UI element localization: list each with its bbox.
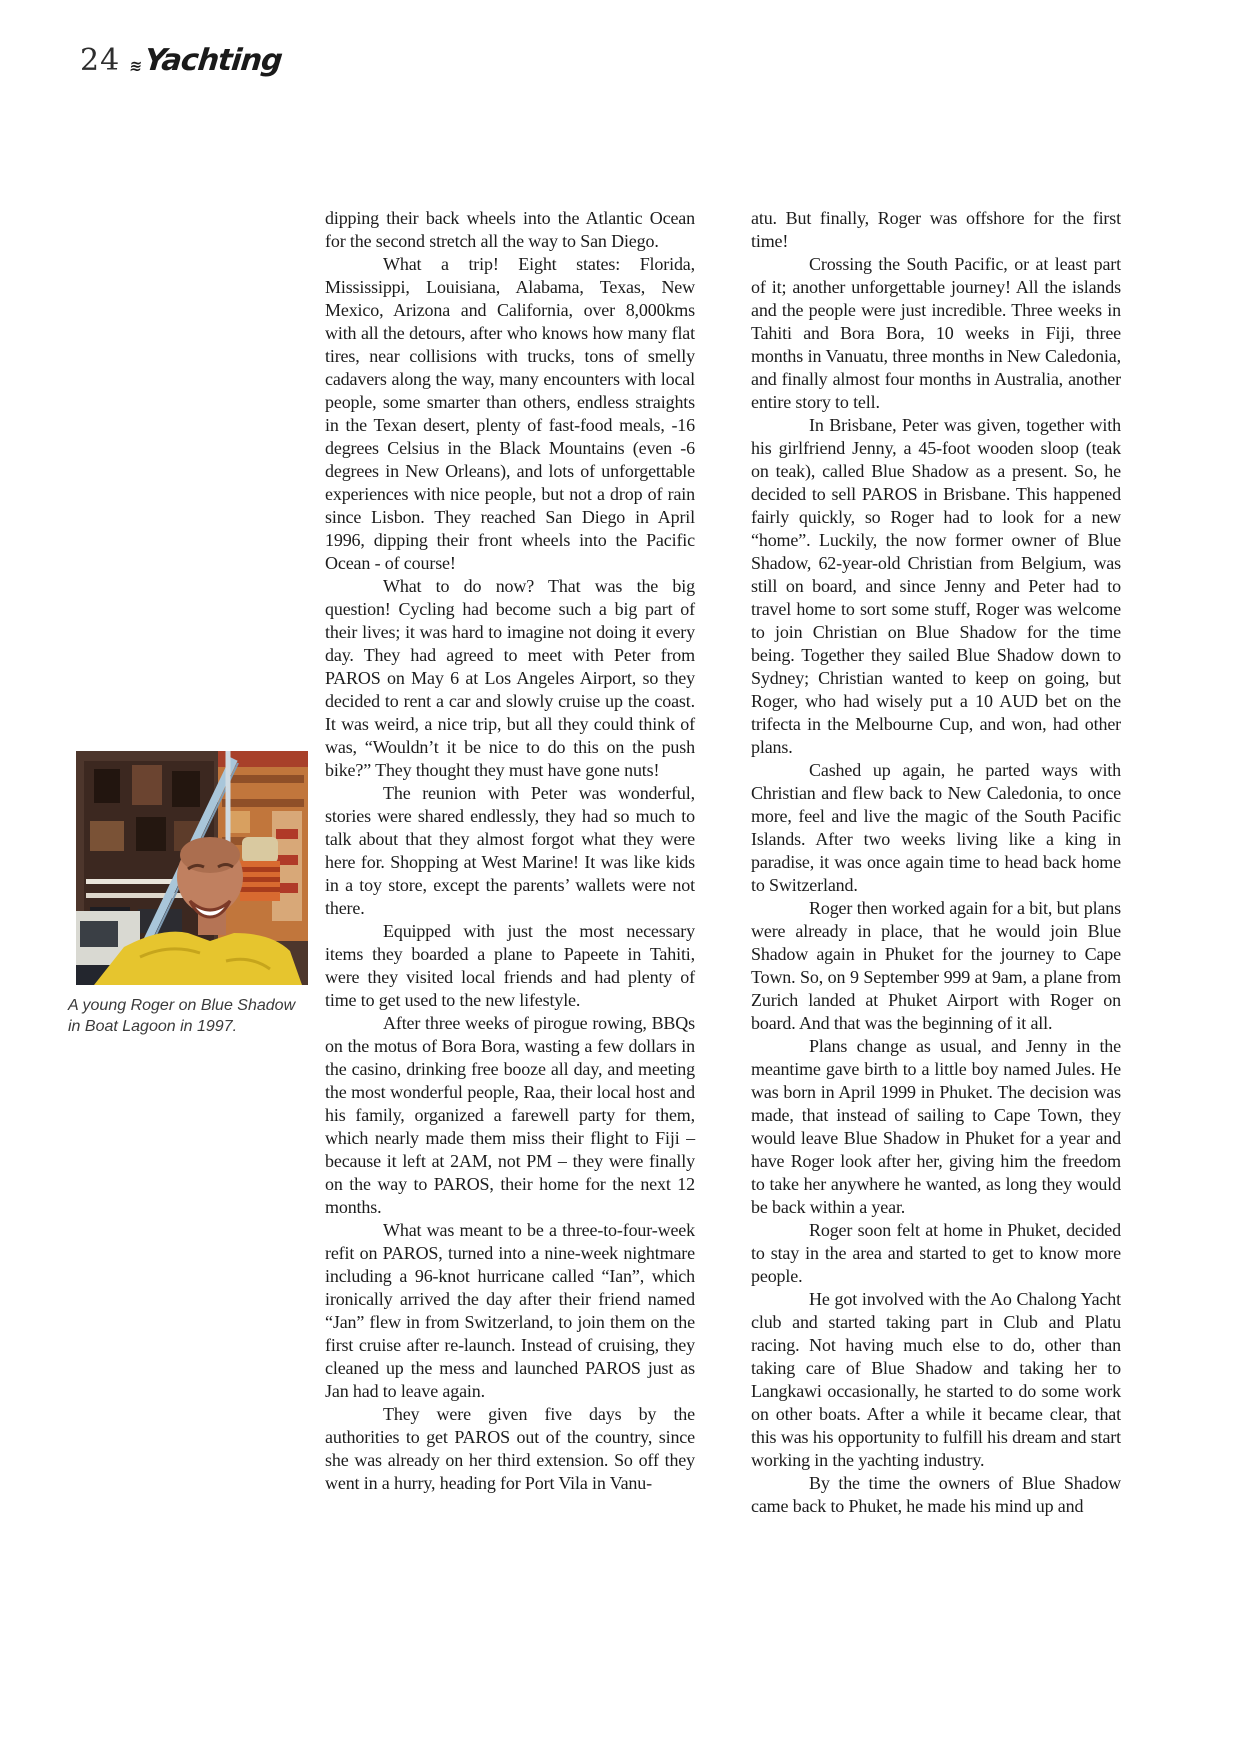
paragraph: By the time the owners of Blue Shadow came back to Phuket, he made his mind up and (751, 1473, 1121, 1516)
paragraph: Plans change as usual, and Jenny in the meantime gave birth to a little boy named Jules. He was born in April 1999 in Phuket. The decision was made, that instead of sailing to Cape Town, they would leave Blue Shadow in Phuket for a year and have Roger look after her, giving him the freedom to take her anywhere he wanted, as long they would be back within a year. (751, 1036, 1121, 1217)
logo-mark-icon: ≋ (128, 56, 144, 75)
paragraph: dipping their back wheels into the Atlantic Ocean for the second stretch all the way to San Diego. (325, 208, 695, 251)
paragraph: He got involved with the Ao Chalong Yacht club and started taking part in Club and Platu racing. Not having much else to do, other than taking care of Blue Shadow and taking her to Langkawi occasionally, he started to do some work on other boats. After a while it became clear, that this was his opportunity to fulfill his dream and start working in the yachting industry. (751, 1289, 1121, 1470)
photo-block (68, 751, 308, 1037)
photo-roger-on-blue-shadow (76, 751, 308, 985)
article-column-right (751, 207, 1121, 1518)
paragraph: Crossing the South Pacific, or at least part of it; another unforgettable journey! All the islands and the people were just incredible. Three weeks in Tahiti and Bora Bora, 10 weeks in Fiji, three months in Vanuatu, three months in New Caledonia, and finally almost four months in Australia, another entire story to tell. (751, 254, 1121, 412)
paragraph: The reunion with Peter was wonderful, stories were shared endlessly, they had so much to talk about that they almost forgot what they were here for. Shopping at West Marine! It was like kids in a toy store, except the parents’ wallets were not there. (325, 783, 695, 918)
paragraph: In Brisbane, Peter was given, together with his girlfriend Jenny, a 45-foot wooden sloop (teak on teak), called Blue Shadow as a present. So, he decided to sell PAROS in Brisbane. This happened fairly quickly, so Roger had to look for a new “home”. Luckily, the now former owner of Blue Shadow, 62-year-old Christian from Belgium, was still on board, and since Jenny and Peter had to travel home to sort some stuff, Roger was welcome to join Christian on Blue Shadow for the time being. Together they sailed Blue Shadow down to Sydney; Christian wanted to keep on going, but Roger, who had wisely put a 10 AUD bet on the trifecta in the Melbourne Cup, and won, had other plans. (751, 415, 1121, 757)
paragraph: Roger soon felt at home in Phuket, decided to stay in the area and started to get to know more people. (751, 1220, 1121, 1286)
paragraph: What a trip! Eight states: Florida, Mississippi, Louisiana, Alabama, Texas, New Mexico, Arizona and California, over 8,000kms with all the detours, after who knows how many flat tires, near collisions with trucks, tons of smelly cadavers along the way, many encounters with local people, some smarter than others, endless straights in the Texan desert, plenty of fast-food meals, -16 degrees Celsius in the Black Mountains (even -6 degrees in New Orleans), and lots of unforgettable experiences with nice people, but not a drop of rain since Lisbon. They reached San Diego in April 1996, dipping their front wheels into the Pacific Ocean - of course! (325, 254, 695, 573)
photo-beacon (240, 837, 280, 901)
magazine-logo (128, 43, 284, 78)
paragraph: They were given five days by the authorities to get PAROS out of the country, since she was already on her third extension. So off they went in a hurry, heading for Port Vila in Vanu- (325, 1404, 695, 1493)
paragraph: What to do now? That was the big question! Cycling had become such a big part of their lives; it was hard to imagine not doing it every day. They had agreed to meet with Peter from PAROS on May 6 at Los Angeles Airport, so they decided to rent a car and slowly cruise up the coast. It was weird, a nice trip, but all they could think of was, “Wouldn’t it be nice to do this on the push bike?” They thought they must have gone nuts! (325, 576, 695, 780)
paragraph: Cashed up again, he parted ways with Christian and flew back to New Caledonia, to once more, feel and live the magic of the South Pacific Islands. After two weeks living like a king in paradise, it was once again time to head back home to Switzerland. (751, 760, 1121, 895)
paragraph: atu. But finally, Roger was offshore for the first time! (751, 208, 1121, 251)
paragraph: After three weeks of pirogue rowing, BBQs on the motus of Bora Bora, wasting a few dollars in the casino, drinking free booze all day, and meeting the most wonderful people, Raa, their local host and his family, organized a farewell party for them, which nearly made them miss their flight to Fiji – because it left at 2AM, not PM – they were finally on the way to PAROS, their home for the next 12 months. (325, 1013, 695, 1217)
page-header (80, 43, 284, 78)
article-column-left (325, 207, 695, 1495)
paragraph: What was meant to be a three-to-four-week refit on PAROS, turned into a nine-week nightmare including a 96-knot hurricane called “Ian”, which ironically arrived the day after their friend named “Jan” flew in from Switzerland, to join them on the first cruise after re-launch. Instead of cruising, they cleaned up the mess and launched PAROS just as Jan had to leave again. (325, 1220, 695, 1401)
logo-title: Yachting (142, 43, 284, 78)
photo-caption: A young Roger on Blue Shadow in Boat Lagoon in 1997. (68, 997, 296, 1035)
page-number: 24 (80, 43, 121, 78)
paragraph: Roger then worked again for a bit, but plans were already in place, that he would join Blue Shadow again in Phuket for the journey to Cape Town. So, on 9 September 999 at 9am, a plane from Zurich landed at Phuket Airport with Roger on board. And that was the beginning of it all. (751, 898, 1121, 1033)
paragraph: Equipped with just the most necessary items they boarded a plane to Papeete in Tahiti, were they visited local friends and had plenty of time to get used to the new lifestyle. (325, 921, 695, 1010)
